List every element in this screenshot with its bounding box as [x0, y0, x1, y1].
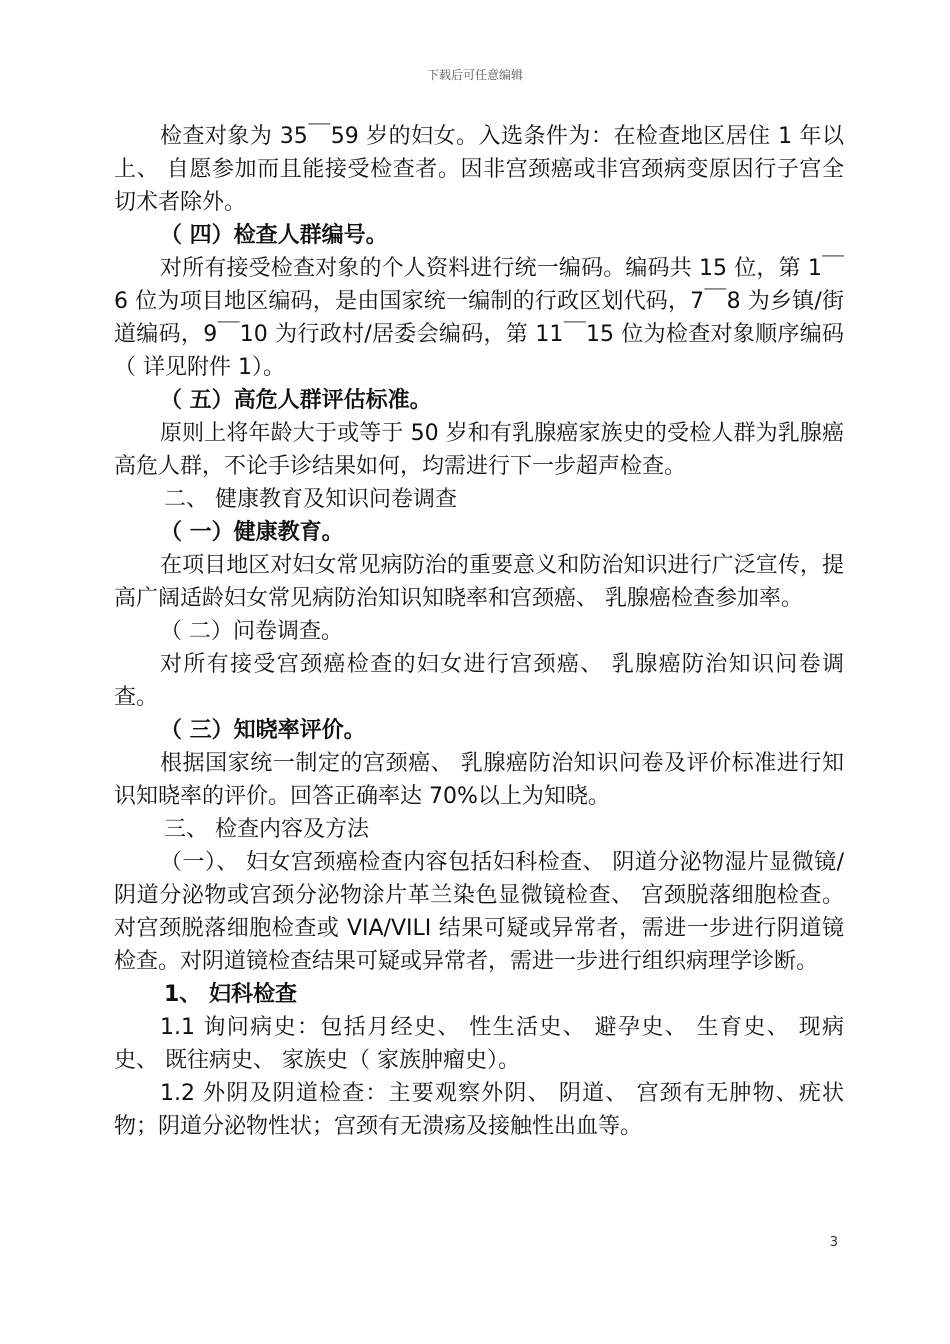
- paragraph: 对所有接受检查对象的个人资料进行统一编码。编码共 15 位，第 1￣6 位为项目地区编码，是由国家统一编制的行政区划代码，7￣8 为乡镇/街道编码，9￣10 为行政村/居委会编码，第 11￣15 位为检查对象顺序编码（ 详见附件 1）。: [114, 256, 844, 380]
- paragraph: 在项目地区对妇女常见病防治的重要意义和防治知识进行广泛宣传，提高广阔适龄妇女常见病防治知识知晓率和宫颈癌、 乳腺癌检查参加率。: [114, 553, 844, 611]
- section-heading: （ 二）问卷调查。: [160, 619, 343, 644]
- page-header: 下载后可任意编辑: [426, 68, 523, 82]
- section-heading: （ 五）高危人群评估标准。: [160, 388, 432, 413]
- paragraph: 根据国家统一制定的宫颈癌、 乳腺癌防治知识问卷及评价标准进行知识知晓率的评价。回答正确率达 70%以上为知晓。: [114, 751, 844, 809]
- section-heading: （ 一）健康教育。: [160, 520, 344, 545]
- section-heading: （ 四）检查人群编号。: [160, 223, 388, 248]
- paragraph: 原则上将年龄大于或等于 50 岁和有乳腺癌家族史的受检人群为乳腺癌高危人群，不论手诊结果如何，均需进行下一步超声检查。: [114, 421, 844, 479]
- subsection-heading: 1、 妇科检查: [164, 982, 297, 1007]
- section-heading: （ 三）知晓率评价。: [160, 718, 366, 743]
- document-body: [114, 120, 844, 1143]
- paragraph: （一）、 妇女宫颈癌检查内容包括妇科检查、 阴道分泌物湿片显微镜/阴道分泌物或宫颈分泌物涂片革兰染色显微镜检查、 宫颈脱落细胞检查。对宫颈脱落细胞检查或 VIA/VILI 结果可疑或异常者，需进一步进行阴道镜检查。对阴道镜检查结果可疑或异常者，需进一步进行组织病理学诊断。: [114, 850, 844, 974]
- paragraph: 对所有接受宫颈癌检查的妇女进行宫颈癌、 乳腺癌防治知识问卷调查。: [114, 652, 844, 710]
- chapter-heading: 三、 检查内容及方法: [164, 817, 369, 842]
- paragraph: 1.1 询问病史：包括月经史、 性生活史、 避孕史、 生育史、 现病史、 既往病史、 家族史（ 家族肿瘤史）。: [114, 1015, 844, 1073]
- page-number: 3: [829, 1235, 838, 1250]
- paragraph: 检查对象为 35￣59 岁的妇女。入选条件为：在检查地区居住 1 年以上、 自愿参加而且能接受检查者。因非宫颈癌或非宫颈病变原因行子宫全切术者除外。: [114, 124, 844, 215]
- paragraph: 1.2 外阴及阴道检查：主要观察外阴、 阴道、 宫颈有无肿物、疣状物；阴道分泌物性状；宫颈有无溃疡及接触性出血等。: [114, 1081, 844, 1139]
- chapter-heading: 二、 健康教育及知识问卷调查: [164, 487, 457, 512]
